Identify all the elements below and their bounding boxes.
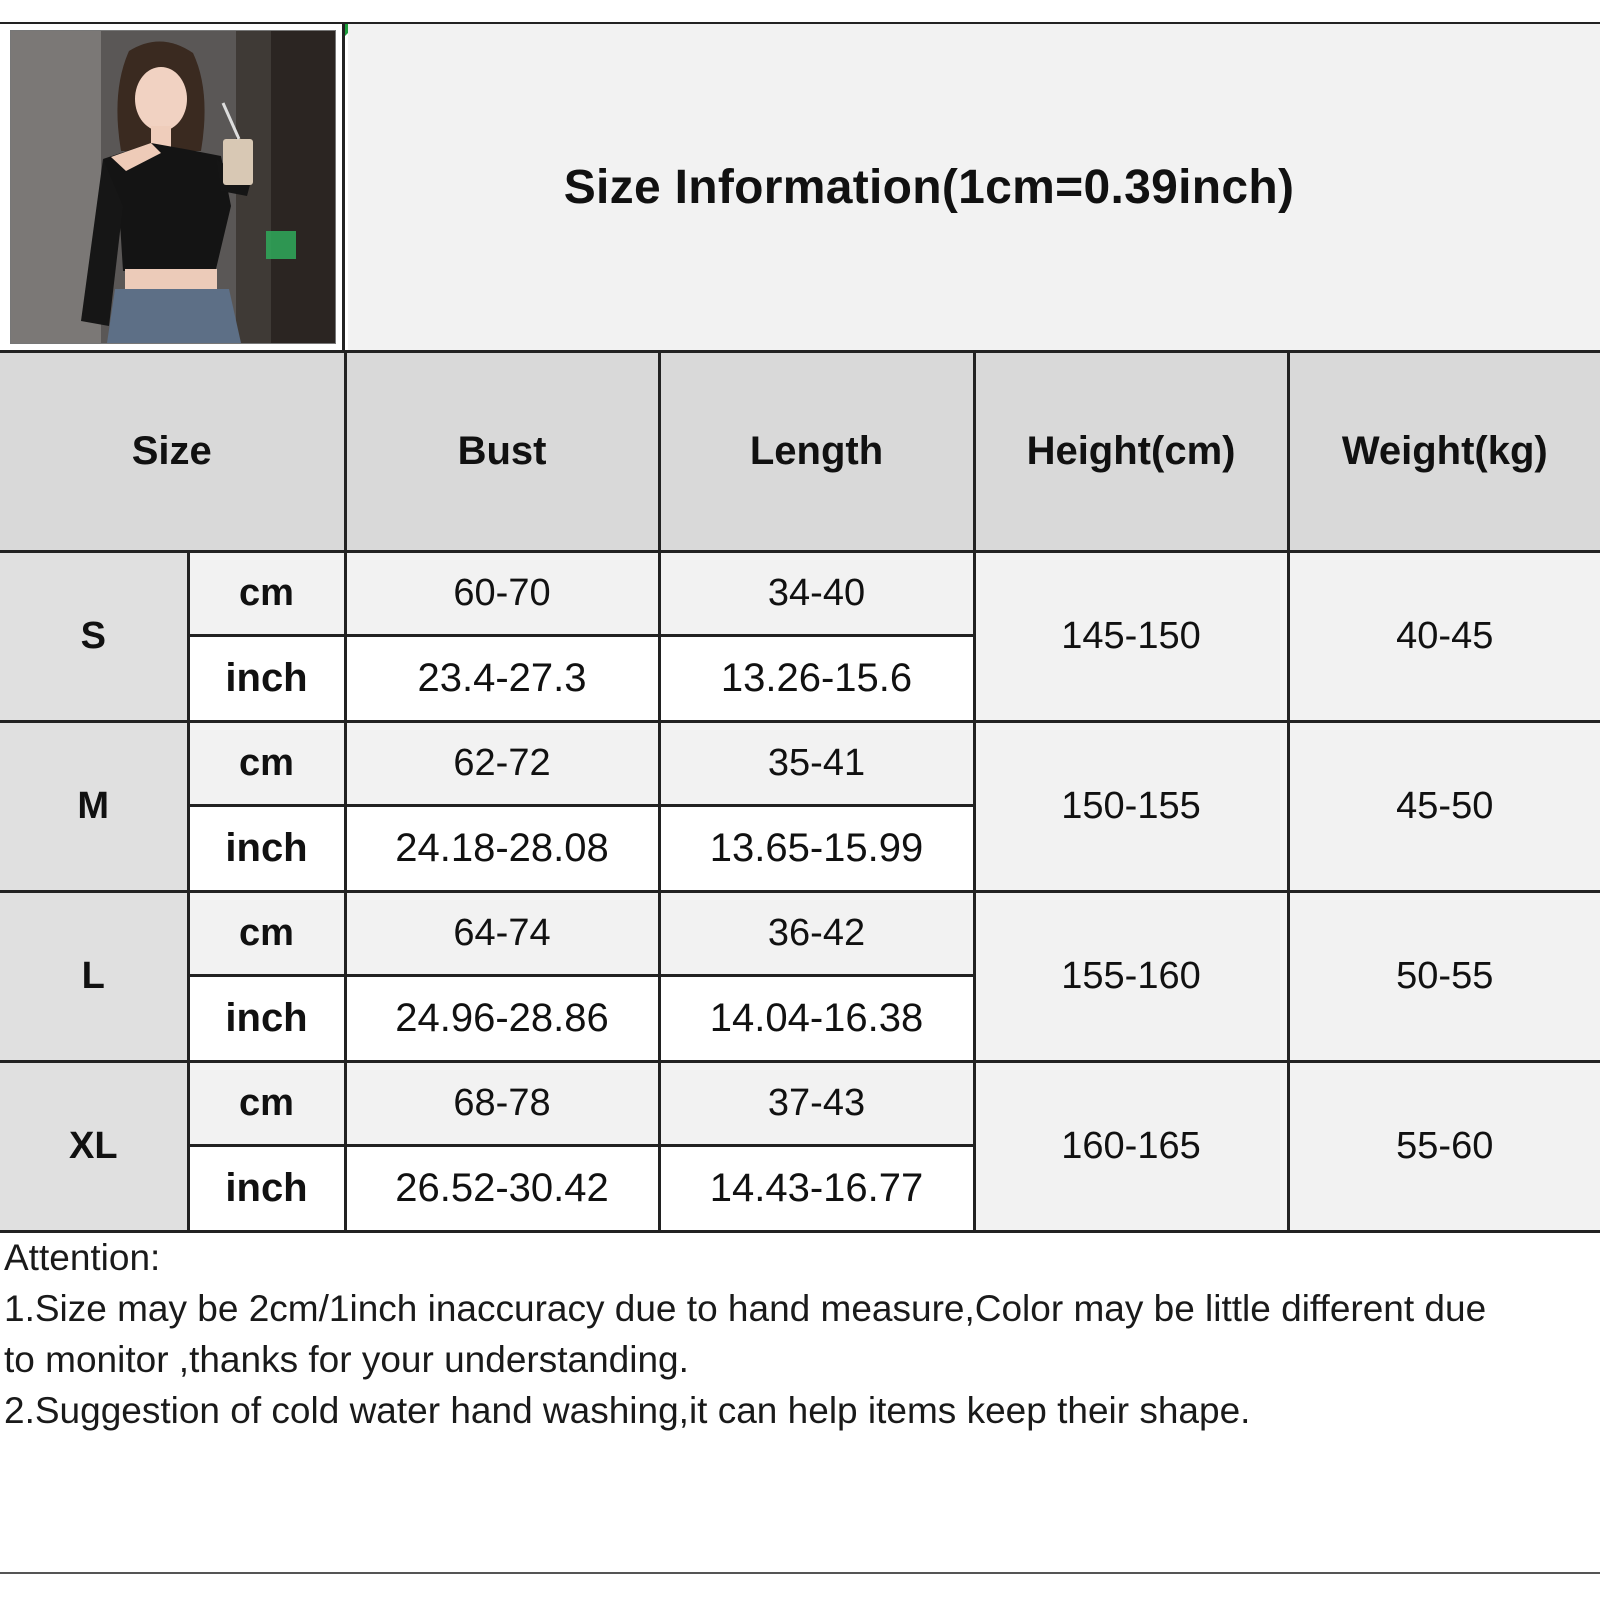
bottom-border bbox=[0, 1572, 1600, 1574]
table-row bbox=[0, 722, 1600, 806]
note-2: 2.Suggestion of cold water hand washing,it can help items keep their shape. bbox=[4, 1390, 1251, 1431]
weight-range: 50-55 bbox=[1288, 892, 1600, 1062]
header-bust: Bust bbox=[345, 352, 659, 552]
height-range: 155-160 bbox=[974, 892, 1288, 1062]
bust-inch: 24.18-28.08 bbox=[345, 806, 659, 892]
size-label: M bbox=[0, 722, 188, 892]
height-range: 145-150 bbox=[974, 552, 1288, 722]
bust-cm: 64-74 bbox=[345, 892, 659, 976]
height-range: 160-165 bbox=[974, 1062, 1288, 1232]
table-header-row bbox=[0, 352, 1600, 552]
weight-range: 45-50 bbox=[1288, 722, 1600, 892]
header-size: Size bbox=[0, 352, 345, 552]
height-range: 150-155 bbox=[974, 722, 1288, 892]
title-cell bbox=[348, 24, 1600, 351]
attention-notes bbox=[4, 1232, 1596, 1436]
length-inch: 14.43-16.77 bbox=[659, 1146, 974, 1232]
note-1-line-1: 1.Size may be 2cm/1inch inaccuracy due to hand measure,Color may be little different due bbox=[4, 1288, 1487, 1329]
size-label: S bbox=[0, 552, 188, 722]
bust-inch: 24.96-28.86 bbox=[345, 976, 659, 1062]
notes-heading: Attention: bbox=[4, 1237, 161, 1278]
length-cm: 37-43 bbox=[659, 1062, 974, 1146]
bust-cm: 60-70 bbox=[345, 552, 659, 636]
weight-range: 40-45 bbox=[1288, 552, 1600, 722]
bust-cm: 68-78 bbox=[345, 1062, 659, 1146]
size-table bbox=[0, 350, 1600, 1233]
header-height: Height(cm) bbox=[974, 352, 1288, 552]
unit-inch: inch bbox=[188, 976, 345, 1062]
unit-cm: cm bbox=[188, 722, 345, 806]
bust-inch: 26.52-30.42 bbox=[345, 1146, 659, 1232]
product-photo-cell bbox=[0, 24, 345, 351]
unit-cm: cm bbox=[188, 892, 345, 976]
page-title: Size Information(1cm=0.39inch) bbox=[563, 161, 1295, 214]
table-row bbox=[0, 892, 1600, 976]
weight-range: 55-60 bbox=[1288, 1062, 1600, 1232]
length-inch: 13.26-15.6 bbox=[659, 636, 974, 722]
length-cm: 34-40 bbox=[659, 552, 974, 636]
size-label: XL bbox=[0, 1062, 188, 1232]
unit-inch: inch bbox=[188, 806, 345, 892]
header-length: Length bbox=[659, 352, 974, 552]
note-1-line-2: to monitor ,thanks for your understanding. bbox=[4, 1339, 689, 1380]
bust-inch: 23.4-27.3 bbox=[345, 636, 659, 722]
product-photo bbox=[10, 30, 336, 344]
header-weight: Weight(kg) bbox=[1288, 352, 1600, 552]
unit-cm: cm bbox=[188, 552, 345, 636]
unit-inch: inch bbox=[188, 1146, 345, 1232]
length-cm: 36-42 bbox=[659, 892, 974, 976]
table-row bbox=[0, 1062, 1600, 1146]
length-inch: 13.65-15.99 bbox=[659, 806, 974, 892]
unit-inch: inch bbox=[188, 636, 345, 722]
table-row bbox=[0, 552, 1600, 636]
size-label: L bbox=[0, 892, 188, 1062]
length-cm: 35-41 bbox=[659, 722, 974, 806]
bust-cm: 62-72 bbox=[345, 722, 659, 806]
unit-cm: cm bbox=[188, 1062, 345, 1146]
length-inch: 14.04-16.38 bbox=[659, 976, 974, 1062]
